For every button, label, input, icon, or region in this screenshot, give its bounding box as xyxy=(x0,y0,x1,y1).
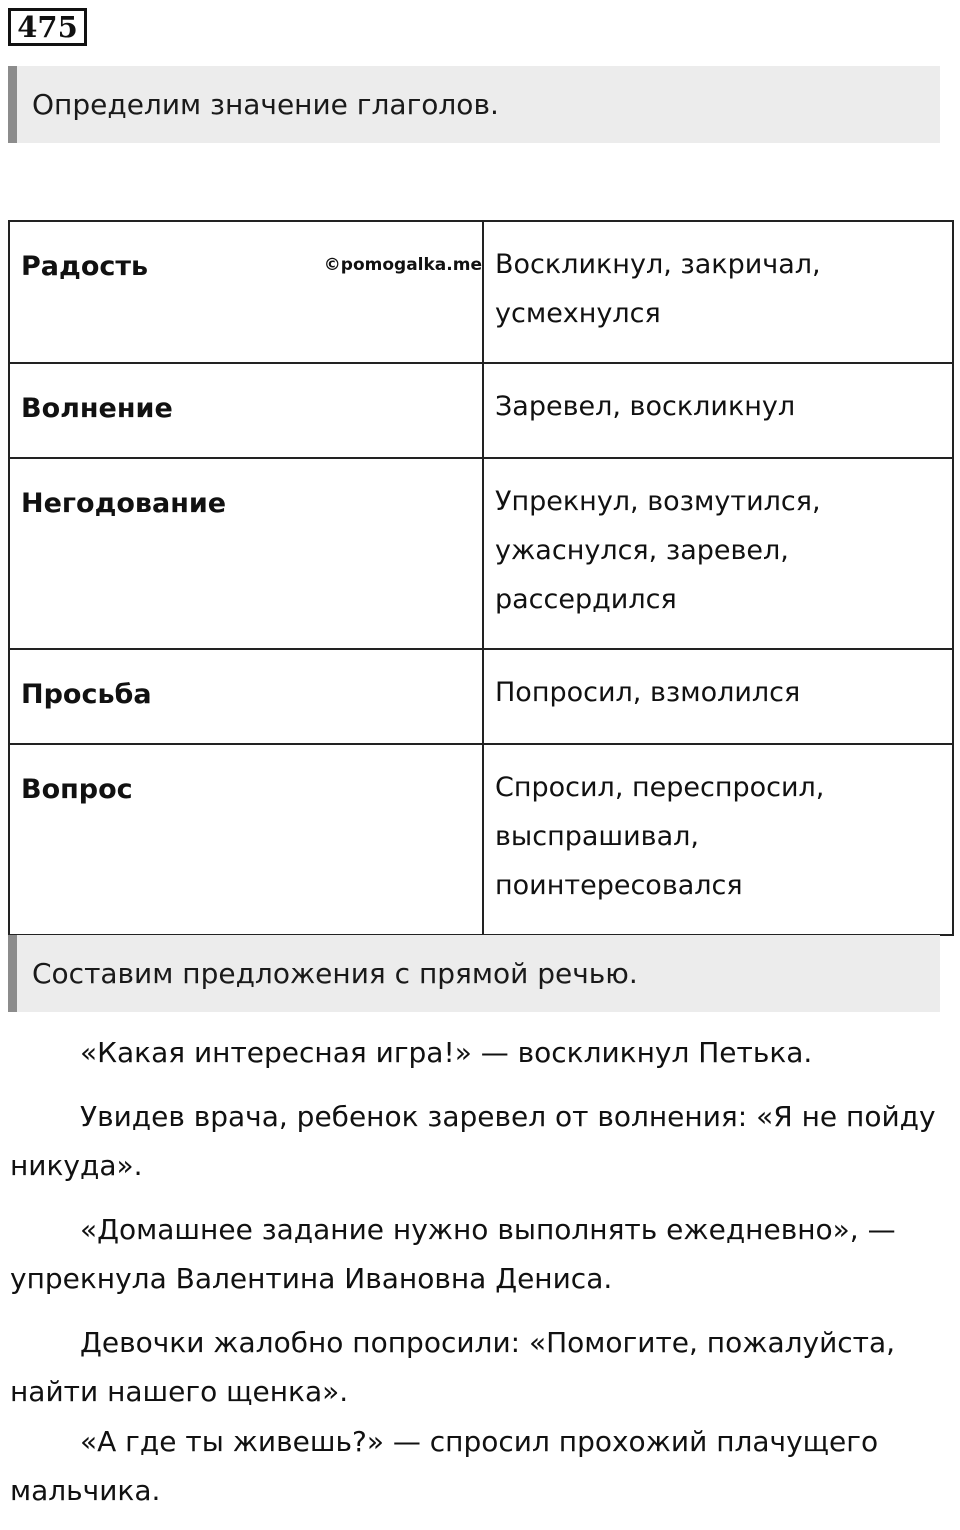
verbs-cell: Заревел, воскликнул xyxy=(483,363,953,458)
category-cell xyxy=(9,221,483,363)
task-number: 475 xyxy=(8,8,87,46)
table-row xyxy=(9,363,953,458)
verbs-cell: Попросил, взмолился xyxy=(483,649,953,744)
verbs-cell: Упрекнул, возмутился, ужаснулся, заревел, рассердился xyxy=(483,458,953,649)
verb-meaning-table xyxy=(8,220,954,936)
sentence-list xyxy=(10,1028,945,1530)
section-heading-meanings: Определим значение глаголов. xyxy=(8,66,940,143)
table-row xyxy=(9,649,953,744)
table-row xyxy=(9,458,953,649)
sentence: «А где ты живешь?» — спросил прохожий плачущего мальчика. xyxy=(10,1425,879,1507)
sentence: Девочки жалобно попросили: «Помогите, пожалуйста, найти нашего щенка». xyxy=(10,1326,896,1408)
category-cell: Негодование xyxy=(9,458,483,649)
category-cell: Волнение xyxy=(9,363,483,458)
section-heading-sentences: Составим предложения с прямой речью. xyxy=(8,935,940,1012)
category-cell: Вопрос xyxy=(9,744,483,935)
watermark: ©pomogalka.me xyxy=(323,255,482,275)
table-row xyxy=(9,744,953,935)
category-cell: Просьба xyxy=(9,649,483,744)
table-row xyxy=(9,221,953,363)
category-label: Радость xyxy=(21,251,149,282)
sentence: Увидев врача, ребенок заревел от волнения: «Я не пойду никуда». xyxy=(10,1100,936,1182)
verbs-cell: Воскликнул, закричал, усмехнулся xyxy=(483,221,953,363)
verbs-cell: Спросил, переспросил, выспрашивал, поинтересовался xyxy=(483,744,953,935)
sentence: «Домашнее задание нужно выполнять ежедневно», — упрекнула Валентина Ивановна Дениса. xyxy=(10,1213,896,1295)
sentence: «Какая интересная игра!» — воскликнул Петька. xyxy=(80,1036,813,1069)
